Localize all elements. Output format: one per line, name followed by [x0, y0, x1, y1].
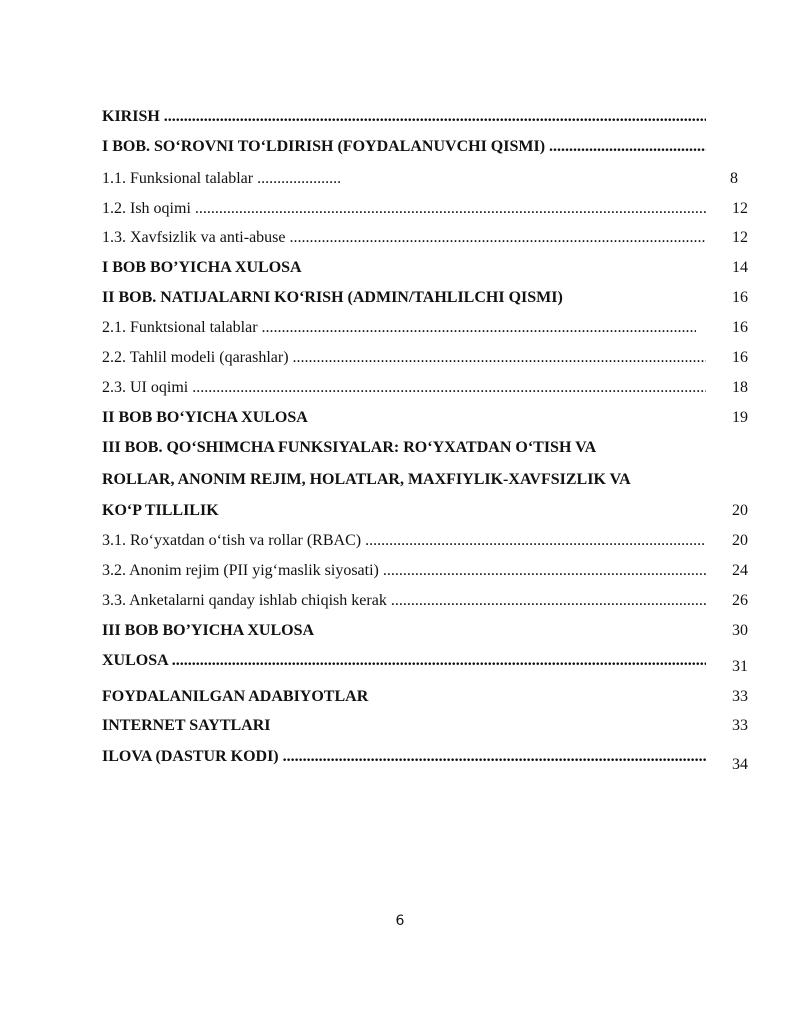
- toc-row-3-2: [102, 558, 748, 584]
- toc-entry-text: ILOVA (DASTUR KODI) .....: [102, 744, 706, 770]
- toc-row-2-3: [102, 375, 748, 401]
- toc-entry-text: II BOB BO‘YICHA XULOSA: [102, 409, 308, 426]
- toc-row-chapter-3-line-3: [102, 498, 748, 524]
- toc-page-number: 12: [732, 229, 748, 246]
- toc-page-number: 16: [732, 319, 748, 336]
- toc-page-number: 18: [732, 379, 748, 396]
- toc-row-1-3: [102, 225, 748, 251]
- toc-entry-text: 2.1. Funktsional talablar .....: [102, 315, 696, 341]
- toc-row-appendix: [102, 744, 748, 773]
- toc-entry-text: ROLLAR, ANONIM REJIM, HOLATLAR, MAXFIYLIK-XAVFSIZLIK VA: [102, 471, 631, 488]
- toc-page-number: 8: [730, 170, 738, 187]
- toc-row-1-2: [102, 196, 748, 222]
- toc-page-number: 16: [732, 349, 748, 366]
- toc-row-chapter-3-line-2: [102, 467, 748, 493]
- toc-page-number: 16: [732, 289, 748, 306]
- toc-row-2-2: [102, 345, 748, 371]
- toc-page-number: 12: [732, 200, 748, 217]
- toc-entry-text: 3.3. Anketalarni qanday ishlab chiqish kerak .....: [102, 588, 706, 614]
- toc-row-3-3: [102, 588, 748, 614]
- toc-page-number: 30: [732, 622, 748, 639]
- toc-entry-text: 2.2. Tahlil modeli (qarashlar) .....: [102, 345, 706, 371]
- toc-entry-text: FOYDALANILGAN ADABIYOTLAR: [102, 688, 369, 705]
- toc-page-number: 31: [732, 658, 748, 675]
- toc-entry-text: 3.1. Ro‘yxatdan o‘tish va rollar (RBAC) .....: [102, 528, 706, 554]
- toc-row-xulosa: [102, 648, 748, 674]
- page-number-footer: 6: [395, 913, 405, 929]
- toc-page-number: 26: [732, 592, 748, 609]
- toc-entry-text: 1.1. Funksional talablar .....: [102, 166, 342, 192]
- toc-entry-text: III BOB BO’YICHA XULOSA: [102, 622, 315, 639]
- toc-row-kirish: [102, 104, 748, 130]
- toc-row-3-1: [102, 528, 748, 554]
- toc-entry-text: XULOSA .....: [102, 648, 706, 674]
- toc-entry-text: I BOB BO’YICHA XULOSA: [102, 259, 302, 276]
- toc-entry-text: 1.3. Xavfsizlik va anti-abuse .....: [102, 225, 706, 251]
- toc-row-chapter-3-summary: [102, 618, 748, 644]
- toc-row-references: [102, 684, 748, 710]
- toc-row-chapter-2: [102, 285, 748, 311]
- toc-entry-text: KIRISH .....: [102, 104, 706, 130]
- toc-row-chapter-3-line-1: [102, 435, 748, 461]
- toc-row-chapter-1-summary: [102, 255, 748, 281]
- toc-entry-text: 1.2. Ish oqimi .....: [102, 196, 706, 222]
- toc-row-1-1: [102, 166, 748, 192]
- toc-row-2-1: [102, 315, 748, 341]
- toc-row-chapter-2-summary: [102, 405, 748, 431]
- toc-entry-text: 3.2. Anonim rejim (PII yig‘maslik siyosati) .....: [102, 558, 706, 584]
- toc-page-number: 33: [732, 717, 748, 734]
- toc-page-number: 34: [732, 756, 748, 773]
- toc-entry-text: INTERNET SAYTLARI: [102, 717, 271, 734]
- toc-page-number: 20: [732, 502, 748, 519]
- toc-page-number: 14: [732, 259, 748, 276]
- toc-row-chapter-1: [102, 134, 748, 160]
- toc-entry-text: I BOB. SO‘ROVNI TO‘LDIRISH (FOYDALANUVCHI QISMI) .....: [102, 134, 706, 160]
- toc-page-number: 20: [732, 532, 748, 549]
- toc-row-websites: [102, 713, 748, 739]
- toc-entry-text: II BOB. NATIJALARNI KO‘RISH (ADMIN/TAHLILCHI QISMI): [102, 289, 563, 306]
- toc-page-number: 19: [732, 409, 748, 426]
- toc-page-number: 33: [732, 688, 748, 705]
- toc-page-number: 24: [732, 562, 748, 579]
- toc-entry-text: 2.3. UI oqimi .....: [102, 375, 706, 401]
- toc-entry-text: KO‘P TILLILIK: [102, 502, 219, 519]
- toc-entry-text: III BOB. QO‘SHIMCHA FUNKSIYALAR: RO‘YXATDAN O‘TISH VA: [102, 439, 597, 456]
